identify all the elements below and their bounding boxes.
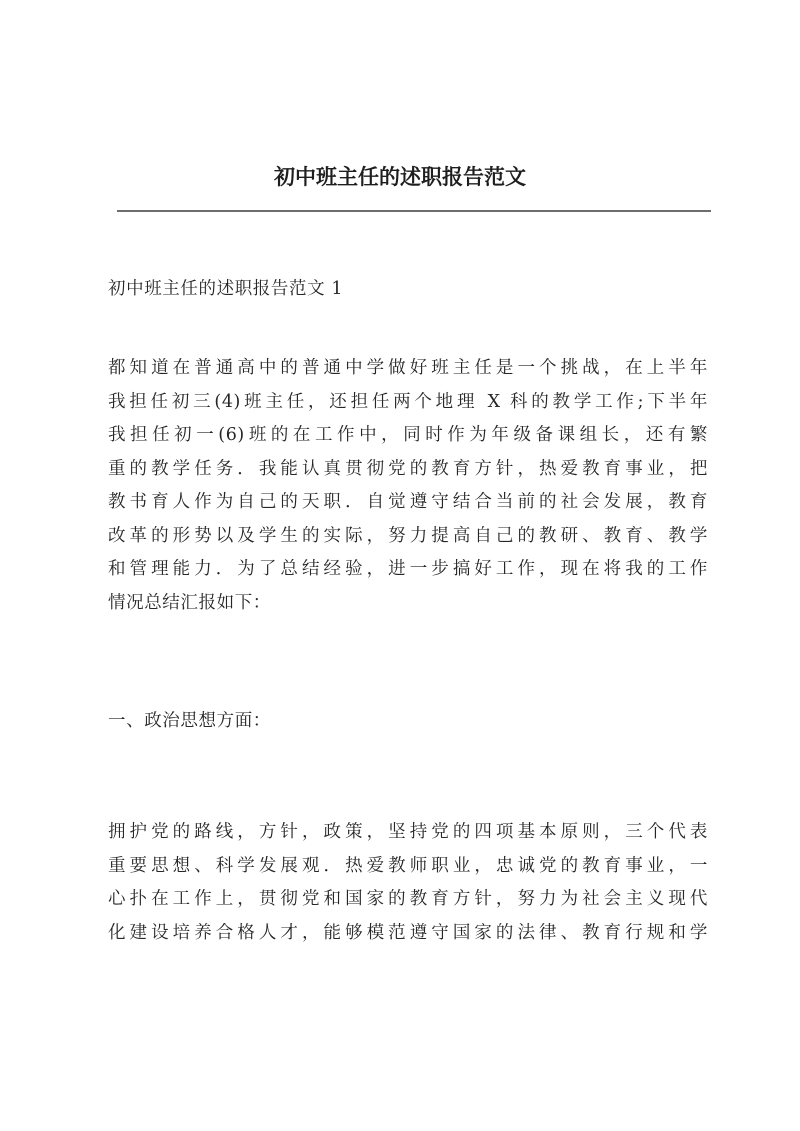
paragraph-line: 拥护党的路线，方针，政策，坚持党的四项基本原则，三个代表	[108, 822, 708, 842]
heading-1-block	[108, 705, 708, 739]
paragraph-1	[108, 352, 708, 620]
section-heading: 一、政治思想方面：	[108, 711, 271, 731]
paragraph-line: 心扑在工作上，贯彻党和国家的教育方针，努力为社会主义现代	[108, 889, 708, 909]
paragraph-line: 都知道在普通高中的普通中学做好班主任是一个挑战，在上半年	[108, 358, 708, 378]
paragraph-line: 重的教学任务．我能认真贯彻党的教育方针，热爱教育事业，把	[108, 458, 708, 479]
document-title: 初中班主任的述职报告范文	[274, 164, 526, 189]
paragraph-line: 改革的形势以及学生的实际，努力提高自己的教研、教育、教学	[108, 525, 708, 546]
paragraph-line: 和管理能力．为了总结经验，进一步搞好工作，现在将我的工作	[108, 559, 708, 579]
title-divider	[117, 210, 711, 212]
paragraph-2	[108, 816, 708, 950]
paragraph-line: 情况总结汇报如下：	[108, 592, 271, 613]
paragraph-line: 我担任初一(6)班的在工作中，同时作为年级备课组长，还有繁	[108, 425, 708, 445]
paragraph-line: 教书育人作为自己的天职．自觉遵守结合当前的社会发展，教育	[108, 492, 708, 512]
paragraph-line: 化建设培养合格人才，能够模范遵守国家的法律、教育行规和学	[108, 922, 708, 943]
section-title-block	[108, 273, 708, 307]
section-title: 初中班主任的述职报告范文 1	[108, 279, 344, 299]
paragraph-line: 我担任初三(4)班主任，还担任两个地理 X 科的教学工作;下半年	[108, 391, 708, 412]
paragraph-line: 重要思想、科学发展观．热爱教师职业，忠诚党的教育事业，一	[108, 855, 708, 876]
